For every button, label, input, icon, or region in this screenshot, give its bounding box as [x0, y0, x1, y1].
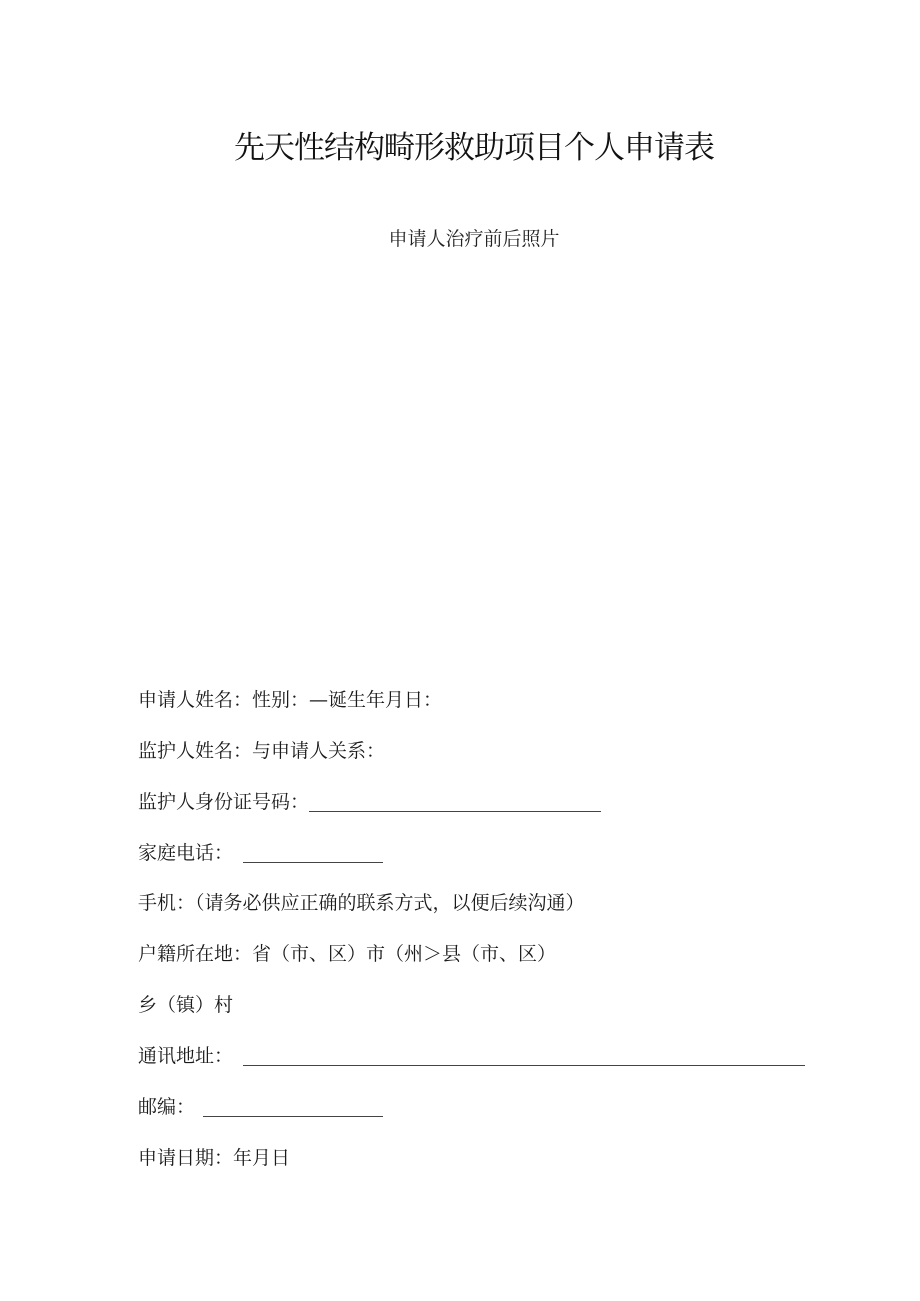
household-registration-label: 户籍所在地：省（市、区）市（州＞县（市、区） [138, 943, 557, 965]
guardian-id-row [138, 789, 601, 815]
township-village-row [138, 992, 233, 1018]
guardian-id-field[interactable] [309, 793, 601, 812]
mobile-row [138, 890, 585, 916]
guardian-id-label: 监护人身份证号码： [138, 791, 310, 813]
application-date-row [138, 1145, 290, 1171]
applicant-info-row [138, 687, 442, 713]
home-phone-row [138, 840, 383, 866]
applicant-info-label: 申请人姓名：性别：—诞生年月日： [138, 689, 443, 711]
form-title: 先天性结构畸形救助项目个人申请表 [234, 130, 714, 166]
guardian-info-row [138, 738, 385, 764]
household-registration-row [138, 941, 556, 967]
postal-code-field[interactable] [203, 1098, 383, 1117]
mailing-address-label: 通讯地址： [138, 1045, 234, 1067]
township-village-label: 乡（镇）村 [138, 994, 234, 1016]
home-phone-label: 家庭电话： [138, 842, 234, 864]
application-date-label: 申请日期：年月日 [138, 1147, 291, 1169]
mailing-address-field[interactable] [243, 1047, 805, 1066]
postal-code-label: 邮编： [138, 1096, 196, 1118]
photo-section-label: 申请人治疗前后照片 [388, 228, 560, 250]
home-phone-field[interactable] [243, 844, 383, 863]
mobile-label: 手机：（请务必供应正确的联系方式，以便后续沟通） [138, 892, 585, 914]
postal-code-row [138, 1094, 383, 1120]
mailing-address-row [138, 1043, 805, 1069]
guardian-info-label: 监护人姓名：与申请人关系： [138, 740, 386, 762]
photo-placeholder-area [138, 270, 798, 650]
